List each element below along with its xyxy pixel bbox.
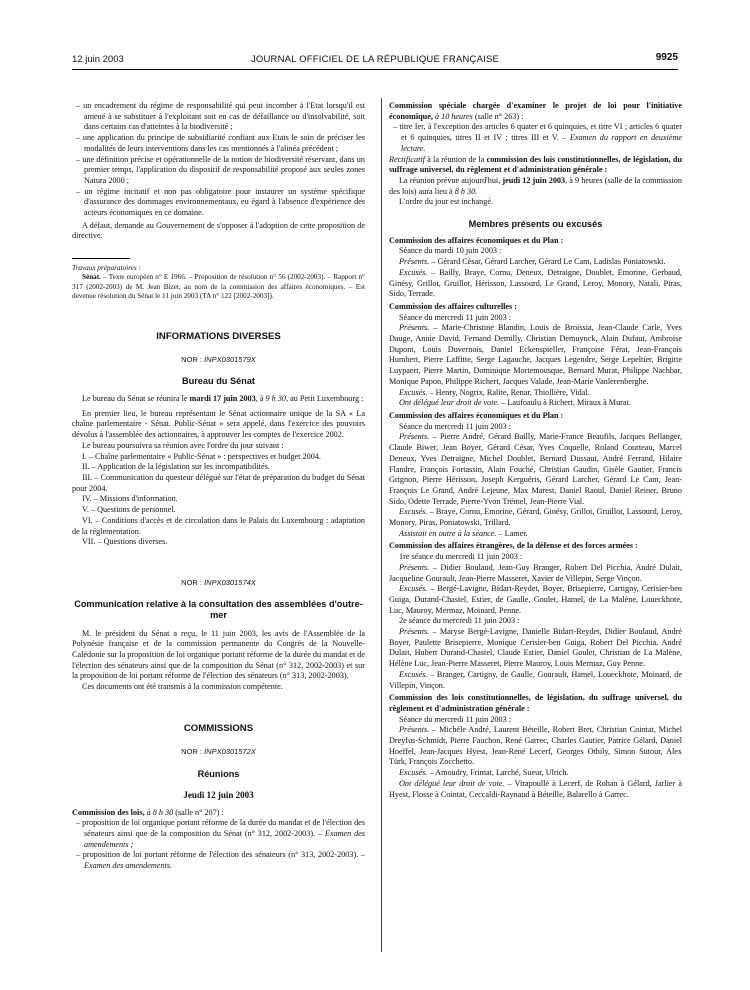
bureau-paragraph: En premier lieu, le bureau représentant le Sénat actionnaire unique de la SA « La chaîne parlementaire - Sénat. Public-Sénat » sera appelé, dans l'exercice des pouvoirs dévolus à l'assemblée des actionnaires, à approuver les comptes de l'exercice 2002. — [72, 408, 365, 440]
communication-heading: Communication relative à la consultation des assemblées d'outre-mer — [74, 598, 363, 620]
attendance-line: Présents. – Michèle André, Laurent Béteille, Robert Bret, Christian Cointat, Michel Dreyfus-Schmidt, Pierre Fauchon, René Garrec, Charles Gautier, Patrice Gélard, Daniel Hoeffel, Jean-Jacques Hyest, Jean-René Lecerf, Georges Othily, Simon Sutour, Alex Türk, François Zocchetto. — [389, 725, 682, 767]
seance-line: 1re séance du mercredi 11 juin 2003 : — [399, 552, 523, 562]
commission-title: Commission des affaires économiques et du Plan : — [389, 410, 564, 420]
bureau-paragraph: Le bureau poursuivra sa réunion avec l'ordre du jour suivant : — [82, 440, 284, 450]
page-header — [72, 52, 678, 68]
lois-agenda-item: – proposition de loi organique portant réforme de la durée du mandat et de l'élection des sénateurs ainsi que de la composition du Sénat (n° 312, 2002-2003). – Examen des amendements ; — [76, 818, 365, 849]
agenda-item: III. – Communication du questeur délégué sur l'état de préparation du budget du Sénat pour 2004. — [72, 472, 365, 493]
commission-title: Commission des affaires économiques et du Plan : — [389, 235, 564, 245]
footnote-rule — [72, 258, 130, 259]
commission-title: Commission des lois constitutionnelles, de législation, du suffrage universel, du règlement et d'administration générale : — [389, 693, 682, 713]
commission-des-lois-line: Commission des lois, à 8 h 30 (salle n° 207) : — [72, 807, 224, 817]
travaux-title: Travaux préparatoires : — [72, 264, 141, 273]
membres-heading: Membres présents ou excusés — [468, 219, 603, 230]
agenda-item: VI. – Conditions d'accès et de circulation dans le Palais du Luxembourg : adaptation de la réglementation. — [72, 515, 365, 536]
attendance-block — [389, 411, 682, 539]
seance-line: Séance du mardi 10 juin 2003 : — [399, 246, 502, 256]
nor-reference: NOR : INPX0301572X — [181, 746, 256, 756]
travaux-text: Sénat. – Texte européen n° E 1966. – Proposition de résolution n° 56 (2002-2003). – Rapport n° 317 (2002-2003) de M. Jean Bizet, au nom de la commission des affaires économiques. – Est devenue résolution du Sénat le 11 juin 2003 (TA n° 122 [2002-2003]). — [72, 273, 365, 300]
reunions-heading: Réunions — [197, 769, 240, 780]
communication-text: Ces documents ont été transmis à la commission compétente. — [82, 682, 283, 692]
nor-reference: NOR : INPX0301574X — [181, 577, 256, 587]
agenda-list — [72, 452, 365, 548]
right-column — [389, 101, 682, 800]
header-rule — [72, 69, 678, 70]
rectificatif-text: La réunion prévue aujourd'hui, jeudi 12 juin 2003, à 9 heures (salle de la commission des lois) aura lieu à 8 h 30. — [389, 175, 682, 196]
column-divider — [381, 98, 382, 952]
left-column — [72, 101, 365, 872]
commission-title: Commission des affaires étrangères, de la défense et des forces armées : — [389, 541, 638, 551]
attendance-line: Présents. – Maryse Bergé-Lavigne, Danielle Bidart-Reydet, Didier Boulaud, André Boyer, Paulette Brisepierre, Monique Cerisier-ben Guiga, Robert Del Picchia, André Dulait, Hubert Durand-Chastel, Claude Estier, Daniel Goulet, Christian de La Malène, Hélène Luc, Jean-Pierre Masseret, Pierre Mauroy, Louis Mermaz, Guy Penne. — [389, 627, 682, 669]
rectificatif-text: L'ordre du jour est inchangé. — [399, 197, 494, 207]
date-heading: Jeudi 12 juin 2003 — [183, 789, 254, 800]
bureau-meeting-text: Le bureau du Sénat se réunira le mardi 17 juin 2003, à 9 h 30, au Petit Luxembourg : — [82, 394, 364, 404]
attendance-line: Présents. – Pierre André, Gérard Bailly, Marie-France Beaufils, Jacques Bellanger, Claude Biwer, Jean Boyer, Gérard César, Yves Coquelle, Roland Courteau, Marcel Deneux, Yves Detraigne, Michel Doublet, Bernard Dussaut, André Ferrand, Hilaire Flandre, François Fortassin, Alain Fouché, Christian Gaudin, Gisèle Gautier, Francis Grignon, Pierre Hérisson, Joseph Kerguéris, Gérard Larcher, Gérard Le Cam, Jean-François Le Grand, André Lejeune, Max Marest, Daniel Raoul, Daniel Reiner, Bruno Sido, Odette Terrade, Pierre-Yvon Trémel, Jean-Pierre Vial. — [389, 432, 682, 506]
attendance-line: Présents. – Didier Boulaud, Jean-Guy Branger, Robert Del Picchia, André Dulait, Jacqueline Gourault, Jean-Pierre Masseret, Xavier de Villepin, Serge Vinçon. — [389, 562, 682, 583]
dash-item: – un régime incitatif et non pas obligatoire pour instaurer un système spécifique d'assurance des dommages environnementaux, eu égard à l'absence d'expérience des acteurs économiques en ce domaine. — [76, 186, 365, 218]
attendance-line: Excusés. – Bailly, Braye, Cornu, Deneux, Detraigne, Doublet, Emorine, Gerbaud, Ginésy, Grillot, Gruillot, Hérisson, Lassourd, Le Grand, Leroy, Monory, Natali, Piras, Sido, Terrade. — [389, 267, 682, 299]
attendance-line: Ont délégué leur droit de vote. – Laufoaulu à Richert, Miraux à Murat. — [399, 398, 631, 408]
commission-title: Commission des affaires culturelles : — [389, 301, 517, 311]
dash-item: – un encadrement du régime de responsabilité qui peut incomber à l'Etat lorsqu'il est amené à se substituer à l'exploitant soit en cas de défaillance ou d'insolvabilité, soit dans certains cas d'atteintes à la biodiversité ; — [76, 101, 365, 132]
attendance-line: Excusés. – Braye, Cornu, Emorine, Gérard, Ginésy, Grillot, Gruillot, Lassourd, Leroy, Monory, Piras, Poniatowski, Trillard. — [389, 507, 682, 528]
resolution-conclusion: A défaut, demande au Gouvernement de s'opposer à l'adoption de cette proposition de directive. — [72, 220, 365, 241]
seance-line: Séance du mercredi 11 juin 2003 : — [399, 312, 512, 322]
lois-agenda-item: – proposition de loi portant réforme de l'élection des sénateurs (n° 313, 2002-2003). – Examen des amendements. — [76, 850, 365, 871]
attendance-line: Présents. – Gérard César, Gérard Larcher, Gérard Le Cam, Ladislas Poniatowski. — [399, 257, 666, 267]
seance-line: 2e séance du mercredi 11 juin 2003 : — [399, 616, 520, 626]
attendance-line: Présents. – Marie-Christine Blandin, Louis de Broissia, Jean-Claude Carle, Yves Dauge, Annie David, Fernand Demilly, Christian Demuynck, Alain Dufaut, Ambroise Dupont, Louis Duvernois, Daniel Eckenspieller, Françoise Férat, Jean-François Humbert, Pierre Laffitte, Serge Lagauche, Jacques Legendre, Serge Lepeltier, Brigitte Luypaert, Pierre Martin, Dominique Mortemousque, Bernard Murat, Philippe Nachbar, Monique Papon, Philippe Richert, Jacques Valade, Jean-Marie Vanlerenberghe. — [389, 323, 682, 386]
attendance-line: Ont délégué leur droit de vote. – Virapoullé à Lecerf, de Rohan à Gélard, Jarlier à Hyest, Flosse à Cointat, Ceccaldi-Raynaud à Béteille, Balarello à Garrec. — [389, 778, 682, 799]
agenda-item: IV. – Missions d'information. — [82, 494, 178, 504]
header-journal-title: JOURNAL OFFICIEL DE LA RÉPUBLIQUE FRANÇAISE — [250, 54, 500, 65]
attendance-block — [389, 541, 682, 691]
agenda-item: I. – Chaîne parlementaire « Public-Sénat » : perspectives et budget 2004. — [82, 451, 321, 461]
attendance-block — [389, 236, 682, 300]
informations-diverses-heading: INFORMATIONS DIVERSES — [156, 330, 281, 342]
attendance-line: Excusés. – Branger, Cartigny, de Gaulle, Gourault, Hamel, Loueckhote, Moinard, de Villepin, Vinçon. — [389, 669, 682, 690]
commission-speciale-agenda: – titre Ier, à l'exception des articles 6 quater et 6 quinquies, et titre VI ; articles 6 quater et 6 quinquies, titres II et IV ; titres III et V. – Examen du rapport en deuxième lecture. — [393, 122, 682, 153]
seance-line: Séance du mercredi 11 juin 2003 : — [399, 421, 512, 431]
nor-reference: NOR : INPX0301579X — [181, 354, 256, 364]
dash-item: – une définition précise et opérationnelle de la notion de biodiversité réservant, dans un premier temps, l'application du dispositif de responsabilité proposé aux seules zones Natura 2000 ; — [76, 154, 365, 185]
attendance-line: Excusés. – Henry, Nogrix, Ralite, Renar, Thiollière, Vidal. — [399, 387, 590, 397]
commissions-heading: COMMISSIONS — [183, 722, 254, 734]
agenda-item: VII. – Questions diverses. — [82, 537, 168, 547]
seance-line: Séance du mercredi 11 juin 2003 : — [399, 714, 512, 724]
bureau-heading: Bureau du Sénat — [181, 376, 255, 387]
agenda-item: II. – Application de la législation sur les incompatibilités. — [82, 462, 270, 472]
attendance-block — [389, 693, 682, 800]
commission-speciale-line: Commission spéciale chargée d'examiner le projet de loi pour l'initiative économique, à 10 heures (salle n° 263) : — [389, 101, 682, 121]
communication-text: M. le président du Sénat a reçu, le 11 juin 2003, les avis de l'Assemblée de la Polynésie française et de la commission permanente du Congrès de la Nouvelle-Calédonie sur la proposition de loi organique portant réforme de la durée du mandat et de l'élection des sénateurs ainsi que de la composition du Sénat (n° 312, 2002-2003) et sur la proposition de loi portant réforme de l'élection des sénateurs (n° 313, 2002-2003). — [72, 628, 365, 681]
attendance-line: Excusés. – Amoudry, Frimat, Larché, Sueur, Ulrich. — [399, 768, 569, 778]
attendance-block — [389, 302, 682, 409]
resolution-dash-list — [72, 101, 365, 219]
rectificatif-line: Rectificatif à la réunion de la commission des lois constitutionnelles, de législation, du suffrage universel, du règlement et d'administration générale : — [389, 154, 682, 175]
agenda-item: V. – Questions de personnel. — [82, 505, 176, 515]
attendance-line: Excusés. – Bergé-Lavigne, Bidart-Reydet, Boyer, Brisepierre, Cartigny, Cerisier-ben Guiga, Durand-Chastel, Estier, de Gaulle, Goulet, Hamel, de La Malène, Loueckhote, Luc, Mauroy, Mermaz, Moinard, Penne. — [389, 584, 682, 615]
header-page-number: 9925 — [655, 52, 678, 63]
attendance-line: Assistait en outre à la séance. – Lamer. — [399, 528, 528, 538]
dash-item: – une application du principe de subsidiarité confiant aux Etats le soin de préciser les modalités de leurs interventions dans les cas mentionnés à l'alinéa précédent ; — [76, 133, 365, 153]
header-date: 12 juin 2003 — [72, 54, 124, 65]
